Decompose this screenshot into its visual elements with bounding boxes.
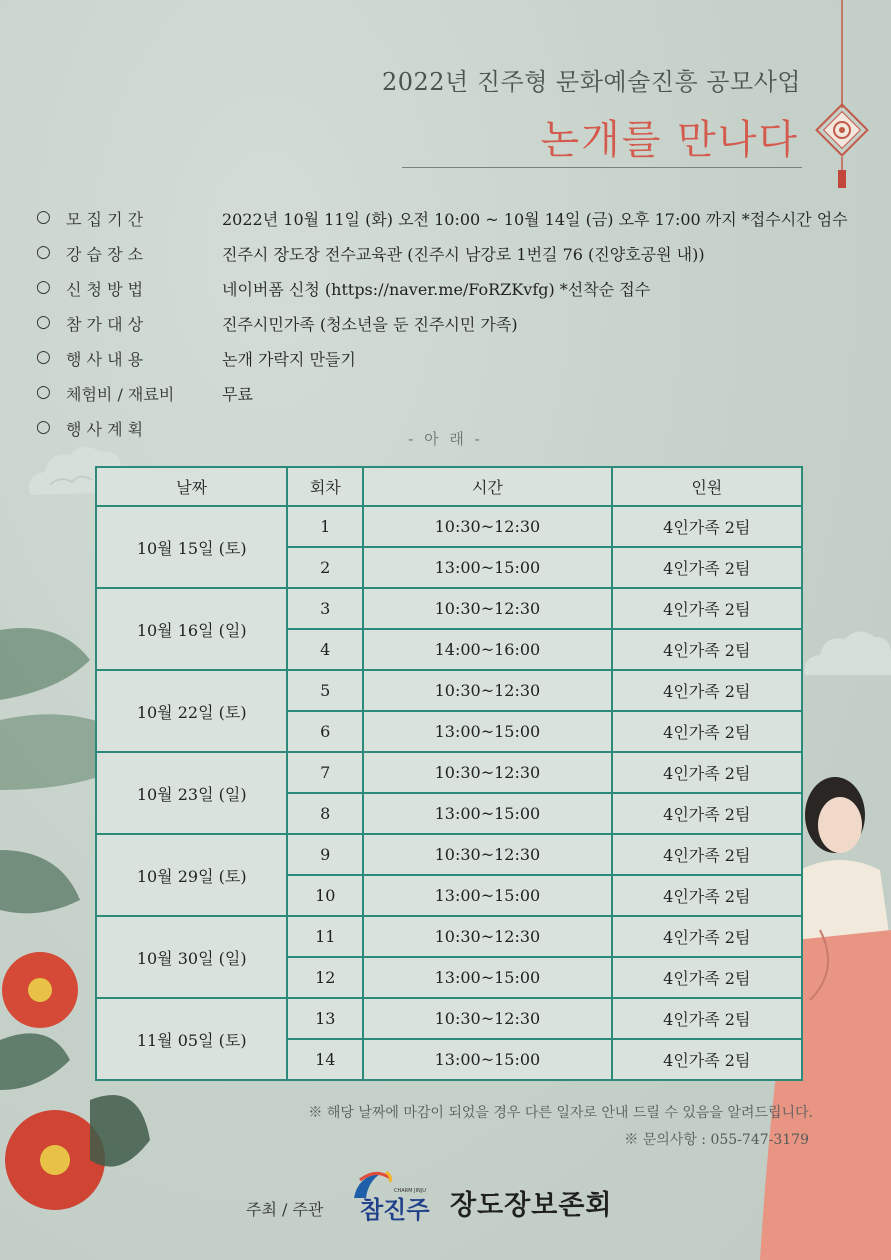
table-row <box>96 834 802 875</box>
round-cell: 5 <box>287 670 363 711</box>
table-header-row <box>96 467 802 506</box>
info-row-target <box>36 310 886 345</box>
round-cell: 11 <box>287 916 363 957</box>
time-cell: 10:30~12:30 <box>363 588 611 629</box>
info-row-recruit-period <box>36 205 886 240</box>
info-value: 진주시 장도장 전수교육관 (진주시 남강로 1번길 76 (진양호공원 내)) <box>222 245 705 264</box>
bullet-circle-icon: ○ <box>36 242 51 262</box>
round-cell: 3 <box>287 588 363 629</box>
round-cell: 1 <box>287 506 363 547</box>
people-cell: 4인가족 2팀 <box>612 916 802 957</box>
info-label: 체험비 / 재료비 <box>66 385 175 404</box>
info-row-fee <box>36 380 886 415</box>
round-cell: 8 <box>287 793 363 834</box>
info-value: 논개 가락지 만들기 <box>222 350 356 369</box>
logo-text: 참진주 <box>360 1196 430 1224</box>
people-cell: 4인가족 2팀 <box>612 547 802 588</box>
deadline-footnote: ※ 해당 날짜에 마감이 되었을 경우 다른 일자로 안내 드릴 수 있음을 알려드립니다. <box>308 1105 813 1121</box>
date-cell: 10월 23일 (일) <box>96 752 287 834</box>
round-cell: 13 <box>287 998 363 1039</box>
round-cell: 10 <box>287 875 363 916</box>
round-cell: 6 <box>287 711 363 752</box>
bullet-circle-icon: ○ <box>36 347 51 367</box>
charm-jinju-logo <box>346 1168 430 1228</box>
norigae-ornament-icon <box>812 0 872 200</box>
people-cell: 4인가족 2팀 <box>612 834 802 875</box>
header-time: 시간 <box>363 467 611 506</box>
people-cell: 4인가족 2팀 <box>612 588 802 629</box>
table-row <box>96 588 802 629</box>
info-label: 행 사 계 획 <box>66 420 144 439</box>
cloud-right-decoration <box>800 625 891 685</box>
time-cell: 10:30~12:30 <box>363 506 611 547</box>
time-cell: 13:00~15:00 <box>363 711 611 752</box>
table-row <box>96 998 802 1039</box>
header-date: 날짜 <box>96 467 287 506</box>
people-cell: 4인가족 2팀 <box>612 1039 802 1080</box>
info-value: 진주시민가족 (청소년을 둔 진주시민 가족) <box>222 315 518 334</box>
title-divider <box>402 167 802 168</box>
info-value: 2022년 10월 11일 (화) 오전 10:00 ~ 10월 14일 (금) 오후 17:00 까지 *접수시간 엄수 <box>222 210 848 229</box>
project-subtitle: 2022년 진주형 문화예술진흥 공모사업 <box>381 68 801 96</box>
time-cell: 10:30~12:30 <box>363 998 611 1039</box>
organizer-name: 장도장보존회 <box>450 1190 613 1221</box>
round-cell: 2 <box>287 547 363 588</box>
info-row-content <box>36 345 886 380</box>
date-cell: 11월 05일 (토) <box>96 998 287 1080</box>
people-cell: 4인가족 2팀 <box>612 629 802 670</box>
time-cell: 13:00~15:00 <box>363 547 611 588</box>
table-row <box>96 752 802 793</box>
info-label: 강 습 장 소 <box>66 245 144 264</box>
time-cell: 13:00~15:00 <box>363 875 611 916</box>
page-title: 논개를 만나다 <box>540 117 799 163</box>
people-cell: 4인가족 2팀 <box>612 875 802 916</box>
info-value: 네이버폼 신청 (https://naver.me/FoRZKvfg) *선착순 접수 <box>222 280 651 299</box>
info-label: 행 사 내 용 <box>66 350 144 369</box>
bullet-circle-icon: ○ <box>36 312 51 332</box>
logo-subtext: CHARM JINJU <box>394 1188 426 1194</box>
round-cell: 12 <box>287 957 363 998</box>
time-cell: 10:30~12:30 <box>363 752 611 793</box>
date-cell: 10월 16일 (일) <box>96 588 287 670</box>
people-cell: 4인가족 2팀 <box>612 670 802 711</box>
people-cell: 4인가족 2팀 <box>612 793 802 834</box>
table-row <box>96 670 802 711</box>
table-row <box>96 916 802 957</box>
bullet-circle-icon: ○ <box>36 277 51 297</box>
bullet-circle-icon: ○ <box>36 417 51 437</box>
bullet-circle-icon: ○ <box>36 382 51 402</box>
info-label: 모 집 기 간 <box>66 210 144 229</box>
time-cell: 13:00~15:00 <box>363 793 611 834</box>
contact-info: ※ 문의사항 : 055-747-3179 <box>624 1132 809 1148</box>
schedule-table <box>95 466 803 1081</box>
date-cell: 10월 15일 (토) <box>96 506 287 588</box>
date-cell: 10월 30일 (일) <box>96 916 287 998</box>
header-round: 회차 <box>287 467 363 506</box>
time-cell: 10:30~12:30 <box>363 670 611 711</box>
time-cell: 13:00~15:00 <box>363 957 611 998</box>
below-notice: - 아 래 - <box>408 430 483 448</box>
header-people: 인원 <box>612 467 802 506</box>
bullet-circle-icon: ○ <box>36 207 51 227</box>
time-cell: 10:30~12:30 <box>363 834 611 875</box>
round-cell: 7 <box>287 752 363 793</box>
info-label: 신 청 방 법 <box>66 280 144 299</box>
people-cell: 4인가족 2팀 <box>612 711 802 752</box>
time-cell: 10:30~12:30 <box>363 916 611 957</box>
info-row-venue <box>36 240 886 275</box>
round-cell: 4 <box>287 629 363 670</box>
event-info-list <box>36 205 886 450</box>
round-cell: 14 <box>287 1039 363 1080</box>
people-cell: 4인가족 2팀 <box>612 752 802 793</box>
people-cell: 4인가족 2팀 <box>612 957 802 998</box>
round-cell: 9 <box>287 834 363 875</box>
host-label: 주최 / 주관 <box>246 1200 324 1219</box>
date-cell: 10월 29일 (토) <box>96 834 287 916</box>
table-row <box>96 506 802 547</box>
info-value: 무료 <box>222 385 253 404</box>
info-row-apply-method <box>36 275 886 310</box>
people-cell: 4인가족 2팀 <box>612 506 802 547</box>
people-cell: 4인가족 2팀 <box>612 998 802 1039</box>
date-cell: 10월 22일 (토) <box>96 670 287 752</box>
time-cell: 13:00~15:00 <box>363 1039 611 1080</box>
info-label: 참 가 대 상 <box>66 315 144 334</box>
time-cell: 14:00~16:00 <box>363 629 611 670</box>
